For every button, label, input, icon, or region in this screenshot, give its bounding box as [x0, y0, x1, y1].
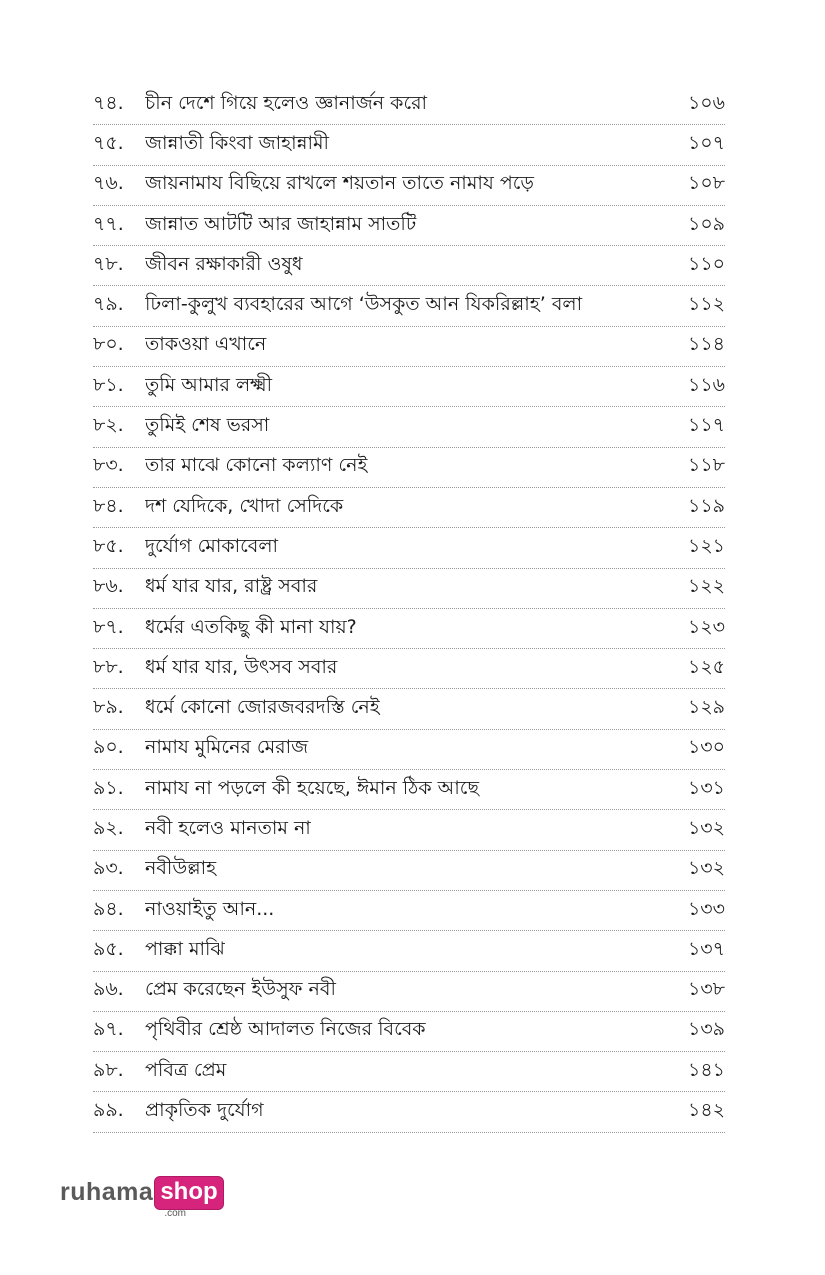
- toc-title: ধর্ম যার যার, উৎসব সবার: [145, 655, 338, 678]
- toc-page-number: ১০৭: [687, 131, 725, 154]
- toc-row[interactable]: [93, 206, 725, 246]
- toc-row[interactable]: [93, 931, 725, 971]
- toc-page-number: ১৩০: [687, 736, 725, 759]
- toc-title: প্রেম করেছেন ইউসুফ নবী: [145, 978, 336, 1001]
- ruhamashop-logo[interactable]: [60, 1176, 224, 1224]
- toc-title: জীবন রক্ষাকারী ওষুধ: [145, 252, 303, 275]
- toc-page-number: ১১৯: [688, 494, 725, 517]
- toc-title: তার মাঝে কোনো কল্যাণ নেই: [145, 454, 368, 477]
- toc-number: ৮৫.: [93, 534, 124, 557]
- toc-row[interactable]: [93, 810, 725, 850]
- toc-page-number: ১১৬: [687, 373, 725, 396]
- toc-title: দুর্যোগ মোকাবেলা: [145, 534, 279, 557]
- toc-number: ৮৮.: [93, 655, 124, 678]
- toc-number: ৮৩.: [93, 454, 124, 477]
- toc-title: তুমি আমার লক্ষ্মী: [145, 373, 273, 396]
- toc-row[interactable]: [93, 528, 725, 568]
- toc-page-number: ১০৬: [687, 91, 725, 114]
- toc-title: পৃথিবীর শ্রেষ্ঠ আদালত নিজের বিবেক: [145, 1018, 426, 1041]
- toc-number: ৯২.: [93, 816, 124, 839]
- toc-row[interactable]: [93, 689, 725, 729]
- toc-title: জান্নাতী কিংবা জাহান্নামী: [145, 131, 329, 154]
- toc-number: ৯১.: [93, 776, 124, 799]
- toc-row[interactable]: [93, 609, 725, 649]
- toc-title: নামায মুমিনের মেরাজ: [145, 736, 309, 759]
- toc-row[interactable]: [93, 448, 725, 488]
- toc-row[interactable]: [93, 730, 725, 770]
- toc-page-number: ১৩২: [687, 857, 725, 880]
- toc-title: ধর্মের এতকিছু কী মানা যায়?: [145, 615, 357, 638]
- toc-page-number: ১০৯: [687, 212, 725, 235]
- toc-page-number: ১২৩: [687, 615, 725, 638]
- toc-page-number: ১২৯: [687, 696, 725, 719]
- toc-number: ৭৪.: [93, 91, 124, 114]
- toc-row[interactable]: [93, 1052, 725, 1092]
- toc-page-number: ১২২: [687, 575, 725, 598]
- logo-text-shop: shop: [154, 1176, 223, 1210]
- toc-title: তুমিই শেষ ভরসা: [145, 414, 270, 437]
- toc-title: ঢিলা-কুলুখ ব্যবহারের আগে ‘উসকুত আন যিকরিল্লাহ’ বলা: [145, 293, 583, 316]
- logo-badge: [154, 1176, 223, 1219]
- toc-number: ৮৯.: [93, 696, 124, 719]
- toc-page-number: ১১৭: [687, 414, 725, 437]
- toc-number: ৭৯.: [93, 293, 124, 316]
- toc-row[interactable]: [93, 327, 725, 367]
- table-of-contents: [93, 85, 725, 1133]
- toc-title: জান্নাত আটটি আর জাহান্নাম সাতটি: [145, 212, 417, 235]
- toc-number: ৯৩.: [93, 857, 124, 880]
- toc-row[interactable]: [93, 367, 725, 407]
- toc-number: ৮৬.: [93, 575, 124, 598]
- toc-number: ৯৯.: [93, 1099, 124, 1122]
- toc-title: নবীউল্লাহ: [145, 857, 217, 880]
- toc-title: পবিত্র প্রেম: [145, 1058, 227, 1081]
- toc-row[interactable]: [93, 286, 725, 326]
- toc-number: ৯৮.: [93, 1058, 124, 1081]
- toc-title: দশ যেদিকে, খোদা সেদিকে: [145, 494, 344, 517]
- toc-title: নাওয়াইতু আন...: [145, 897, 275, 920]
- toc-page-number: ১০৮: [687, 172, 725, 195]
- toc-number: ৮০.: [93, 333, 124, 356]
- toc-page-number: ১৩১: [687, 776, 725, 799]
- toc-title: তাকওয়া এখানে: [145, 333, 267, 356]
- toc-page-number: ১১০: [687, 252, 725, 275]
- toc-row[interactable]: [93, 125, 725, 165]
- toc-page-number: ১২৫: [687, 655, 725, 678]
- toc-row[interactable]: [93, 972, 725, 1012]
- toc-row[interactable]: [93, 770, 725, 810]
- toc-page-number: ১৩৭: [687, 937, 725, 960]
- toc-number: ৭৭.: [93, 212, 124, 235]
- toc-title: প্রাকৃতিক দুর্যোগ: [145, 1099, 264, 1122]
- toc-number: ৯০.: [93, 736, 124, 759]
- toc-row[interactable]: [93, 246, 725, 286]
- toc-number: ৮১.: [93, 373, 124, 396]
- toc-title: ধর্ম যার যার, রাষ্ট্র সবার: [145, 575, 318, 598]
- toc-number: ৮৪.: [93, 494, 124, 517]
- toc-title: ধর্মে কোনো জোরজবরদস্তি নেই: [145, 696, 380, 719]
- toc-page-number: ১৩৩: [687, 897, 725, 920]
- toc-title: নামায না পড়লে কী হয়েছে, ঈমান ঠিক আছে: [145, 776, 479, 799]
- toc-page-number: ১৩৯: [687, 1018, 725, 1041]
- toc-number: ৭৬.: [93, 172, 124, 195]
- toc-row[interactable]: [93, 649, 725, 689]
- toc-title: চীন দেশে গিয়ে হলেও জ্ঞানার্জন করো: [145, 91, 428, 114]
- toc-page-number: ১১৪: [688, 333, 725, 356]
- toc-title: জায়নামায বিছিয়ে রাখলে শয়তান তাতে নামায পড়ে: [145, 172, 534, 195]
- toc-number: ৮২.: [93, 414, 124, 437]
- toc-number: ৭৫.: [93, 131, 124, 154]
- toc-title: নবী হলেও মানতাম না: [145, 816, 311, 839]
- toc-page-number: ১১২: [687, 293, 725, 316]
- toc-row[interactable]: [93, 488, 725, 528]
- toc-row[interactable]: [93, 1012, 725, 1052]
- toc-page-number: ১২১: [687, 534, 725, 557]
- toc-number: ৮৭.: [93, 615, 124, 638]
- toc-page-number: ১৪২: [687, 1099, 725, 1122]
- toc-row[interactable]: [93, 891, 725, 931]
- toc-page-number: ১৩২: [687, 816, 725, 839]
- toc-row[interactable]: [93, 1092, 725, 1132]
- toc-number: ৯৪.: [93, 897, 124, 920]
- toc-row[interactable]: [93, 851, 725, 891]
- toc-number: ৯৫.: [93, 937, 124, 960]
- toc-number: ৯৬.: [93, 978, 124, 1001]
- toc-row[interactable]: [93, 85, 725, 125]
- toc-row[interactable]: [93, 569, 725, 609]
- toc-row[interactable]: [93, 166, 725, 206]
- logo-text-com: .com: [164, 1208, 186, 1219]
- toc-number: ৯৭.: [93, 1018, 124, 1041]
- toc-page-number: ১৩৮: [687, 978, 725, 1001]
- toc-number: ৭৮.: [93, 252, 124, 275]
- logo-text-ruhama: ruhama: [60, 1178, 154, 1206]
- toc-page-number: ১১৮: [688, 454, 725, 477]
- toc-title: পাক্কা মাঝি: [145, 937, 225, 960]
- toc-page-number: ১৪১: [688, 1058, 725, 1081]
- toc-row[interactable]: [93, 407, 725, 447]
